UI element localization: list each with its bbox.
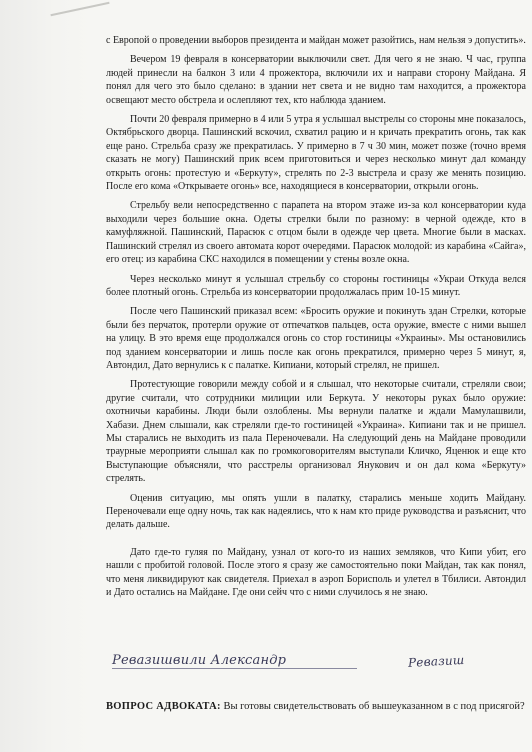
signature-row — [108, 653, 528, 679]
testimony-text — [106, 34, 526, 605]
paragraph: Протестующие говорили между собой и я слышал, что некоторые считали, стреляли свои; другие считали, что сотрудники милиции или Беркута. У некоторы руках было оружие: охотничьи карабины. Люди были озлоблены. Мы вернули палатке и ждали Мамулашвили, Хабази. Днем слышали, как стреляли где-то гостиницей «Украина». Кипиани так и не пришел. Мы старались не выходить из пала Переночевали. На следующий день на Майдане проводили траурные мероприяти слышал как по громкоговорителям выступали Кличко, Яценюк и еще кто Выступающие объясняли, что расстрелы организовал Янукович и он дал кома «Беркуту» стрелять. — [106, 379, 526, 485]
question-label: ВОПРОС АДВОКАТА: — [106, 701, 221, 712]
paragraph: Через несколько минут я услышал стрельбу со стороны гостиницы «Украи Откуда велся более плотный огонь. Стрельба из консерватории продолжалась прим 10-15 минут. — [106, 273, 526, 298]
paragraph: с Европой о проведении выборов президента и майдан может разойтись, нам нельзя э допустить». — [106, 35, 526, 46]
paragraph: Дато где-то гуляя по Майдану, узнал от кого-то из наших земляков, что Кипи убит, его нашли с пробитой головой. После этого я сразу же самостоятельно поки Майдан, так как понял, что меня ликвидируют как свидетеля. Приехал в аэроп Борисполь и улетел в Тбилиси. Автондил и Дато остались на Майдане. Где они сейч что с ними случилось я не знаю. — [106, 546, 526, 599]
lawyer-question — [106, 700, 526, 714]
paragraph: Почти 20 февраля примерно в 4 или 5 утра я услышал выстрелы со стороны мне показалось, Октябрьского дворца. Пашинский вскочил, схватил рацию и н кричать прекратить огонь, так как еще рано. Стрельба сразу же прекратилась. У примерно в 7 ч 30 мин, может позже (точно время сказать не могу) Пашинский прик всем приготовиться и через несколько минут дал команду открыть огонь: протестую и «Беркуту», стрелять по 2-3 выстрела и сразу же менять позицию. После его кома «Открываете огонь» все, находящиеся в консерватории, открыли огонь. — [106, 114, 526, 193]
handwritten-signature-name: Ревазишвили Александр — [112, 653, 357, 669]
paragraph: После чего Пашинский приказал всем: «Бросить оружие и покинуть здан Стрелки, которые были без перчаток, протерли оружие от отпечатков пальцев, оста оружие, вместе с ними вышел на улицу. В это время еще продолжался огонь со стор гостиницы «Украины». Мы остановились под зданием консерватории и лишь после как огонь прекратился, примерно через 5 минут, я, Автондил, Дато вернулись к с палатке. Кипиани, который стрелял, не пришел. — [106, 306, 526, 371]
paragraph: Вечером 19 февраля в консерватории выключили свет. Для чего я не знаю. Ч час, группа людей принесли на балкон 3 или 4 прожектора, включили их и направи сторону Майдана. Я понял для чего это было сделано: в здании нет света и не видно там находится, а прожектора освещают место обстрела и ослепляют тех, кто наблюда зданием. — [106, 54, 526, 106]
question-text: Вы готовы свидетельствовать об вышеуказанном в с под присягой? — [223, 701, 525, 712]
paragraph: Оценив ситуацию, мы опять ушли в палатку, старались меньше ходить Майдану. Переночевали еще одну ночь, так как надеялись, что к нам кто приде руководства и разъяснит, что делать дальше. — [106, 492, 526, 531]
paragraph: Стрельбу вели непосредственно с парапета на втором этаже из-за кол консерватории куда выходили через большие окна. Одеты стрелки были по разному: в черной одежде, кто в камуфляжной. Пашинский, Парасюк с отцом были в одежде чер цвета. Многие были в масках. Пашинский стрелял из своего автомата корот очередями. Парасюк молодой: из карабина «Сайга», его отец: из карабина СКС находился в помещении у стены возле окна. — [106, 200, 526, 266]
scan-margin — [0, 0, 92, 752]
handwritten-signature: Ревазиш — [407, 652, 465, 670]
